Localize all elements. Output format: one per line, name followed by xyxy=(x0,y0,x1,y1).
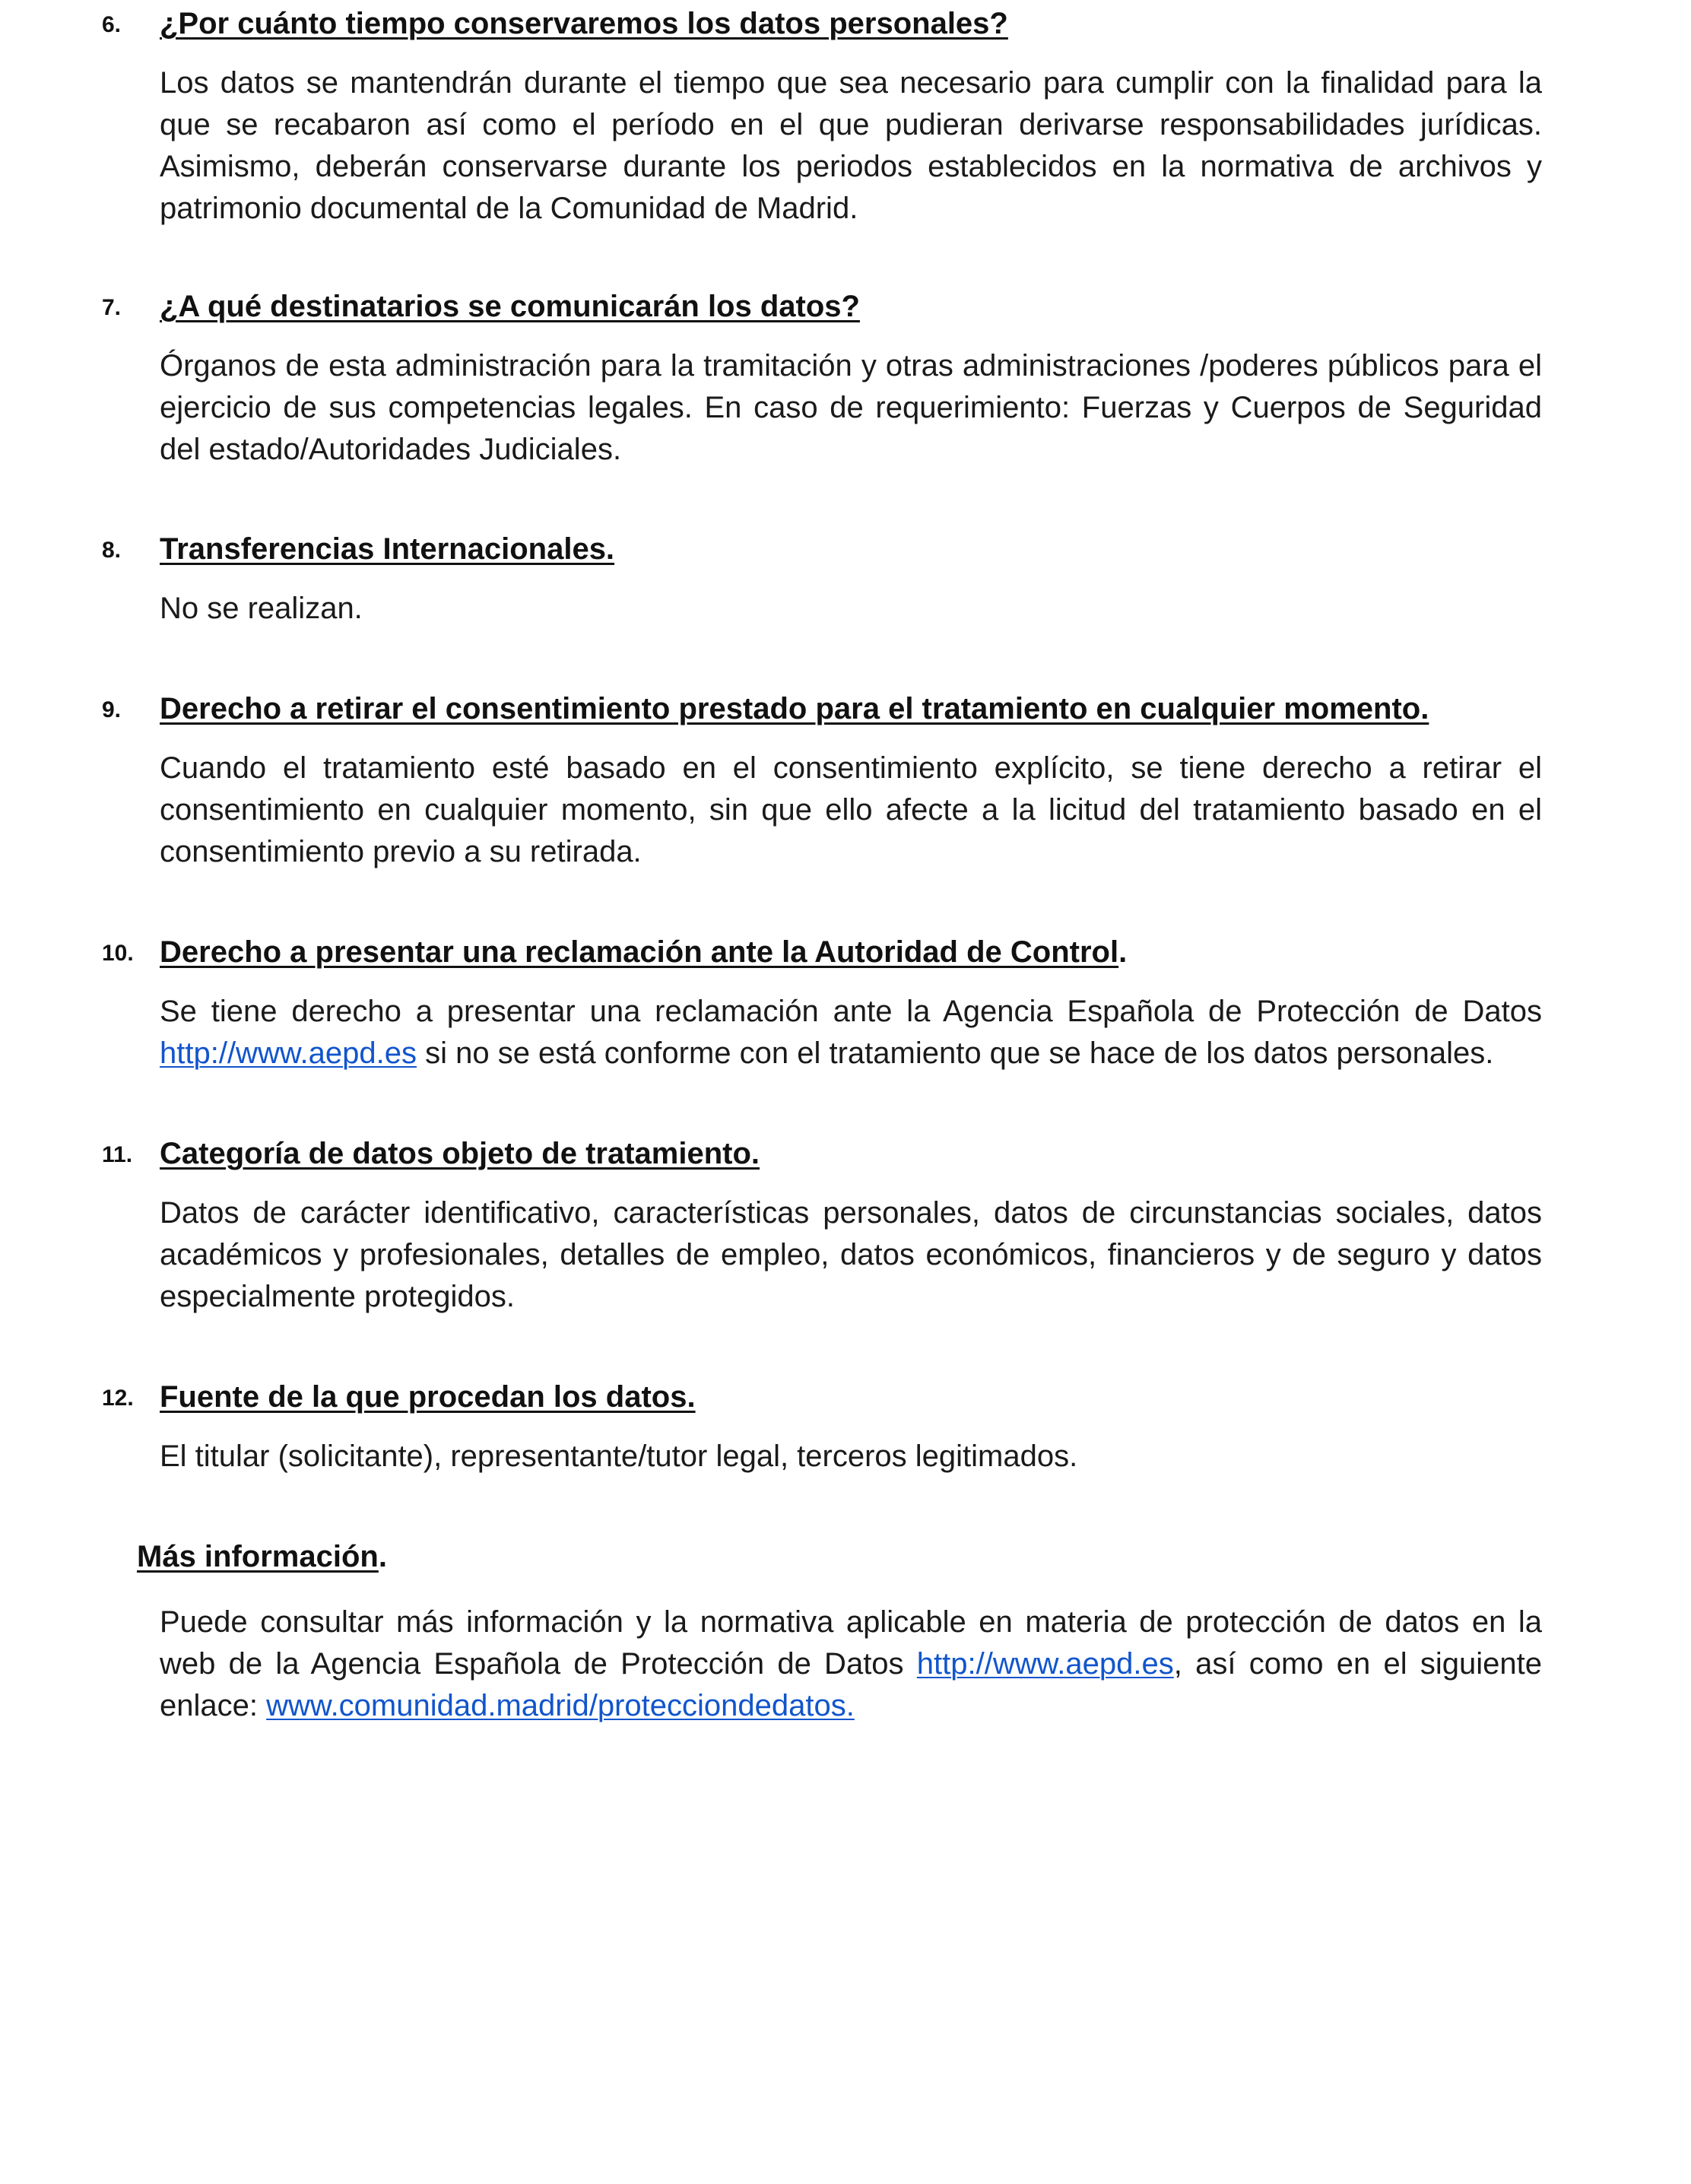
more-info-body-text: , así como en el siguiente enlace: xyxy=(160,1647,1543,1722)
section-body-text: Se tiene derecho a presentar una reclamación ante la Agencia Española de Protección de Datos xyxy=(160,995,1542,1028)
more-info-body xyxy=(160,1601,1542,1727)
section-title-text: ¿Por cuánto tiempo conservaremos los datos personales? xyxy=(160,7,1008,40)
section-number: 9. xyxy=(102,697,122,722)
more-info-title-text: Más información xyxy=(137,1540,379,1573)
section-title xyxy=(160,688,1429,729)
section-number: 7. xyxy=(102,295,122,320)
section-body-text: si no se está conforme con el tratamiento que se hace de los datos personales. xyxy=(416,1036,1494,1070)
section-title xyxy=(160,286,860,327)
comunidad-madrid-link[interactable]: www.comunidad.madrid/protecciondedatos. xyxy=(266,1689,855,1722)
section-body: Los datos se mantendrán durante el tiempo que sea necesario para cumplir con la finalidad para la que se recabaron así como el período en el que pudieran derivarse responsabilidades jurídicas. Asimismo, deberán conservarse durante los periodos establecidos en la normativa de archivos y patrimonio documental de la Comunidad de Madrid. xyxy=(160,66,1542,225)
section-title xyxy=(160,3,1008,44)
section-body: Datos de carácter identificativo, características personales, datos de circunstancias sociales, datos académicos y profesionales, detalles de empleo, datos económicos, financieros y de seguro y datos especialmente protegidos. xyxy=(160,1196,1542,1313)
section-title-suffix: . xyxy=(1118,935,1128,969)
section-number: 6. xyxy=(102,12,122,37)
section-title-text: ¿A qué destinatarios se comunicarán los datos? xyxy=(160,290,860,323)
aepd-link[interactable]: http://www.aepd.es xyxy=(160,1036,417,1070)
section-body: Órganos de esta administración para la tramitación y otras administraciones /poderes públicos para el ejercicio de sus competencias legales. En caso de requerimiento: Fuerzas y Cuerpos de Seguridad del estado/Autoridades Judiciales. xyxy=(160,349,1542,466)
section-title xyxy=(160,529,614,570)
section-title xyxy=(160,932,1127,973)
section-title-text: Fuente de la que procedan los datos. xyxy=(160,1380,696,1414)
section-number: 10. xyxy=(102,941,134,966)
section-title-text: Categoría de datos objeto de tratamiento. xyxy=(160,1137,760,1170)
section-title-text: Derecho a retirar el consentimiento prestado para el tratamiento en cualquier momento. xyxy=(160,692,1429,725)
section-title xyxy=(160,1376,696,1417)
section-number: 11. xyxy=(102,1142,133,1167)
section-title xyxy=(160,1133,760,1174)
section-body: Cuando el tratamiento esté basado en el consentimiento explícito, se tiene derecho a retirar el consentimiento en cualquier momento, sin que ello afecte a la licitud del tratamiento basado en el consentimiento previo a su retirada. xyxy=(160,751,1542,868)
section-number: 8. xyxy=(102,538,122,563)
more-info-body-text: Puede consultar más información y la normativa aplicable en materia de protección de datos en la web de la Agencia Española de Protección de Datos xyxy=(160,1605,1542,1681)
section-body xyxy=(160,991,1542,1075)
more-info-title xyxy=(137,1536,387,1577)
more-info-title-suffix: . xyxy=(378,1540,387,1573)
aepd-link[interactable]: http://www.aepd.es xyxy=(916,1647,1174,1681)
section-title-text: Transferencias Internacionales. xyxy=(160,532,615,566)
section-body: No se realizan. xyxy=(160,592,363,625)
section-body: El titular (solicitante), representante/tutor legal, terceros legitimados. xyxy=(160,1440,1078,1473)
section-title-text: Derecho a presentar una reclamación ante la Autoridad de Control xyxy=(160,935,1119,969)
section-number: 12. xyxy=(102,1386,134,1411)
